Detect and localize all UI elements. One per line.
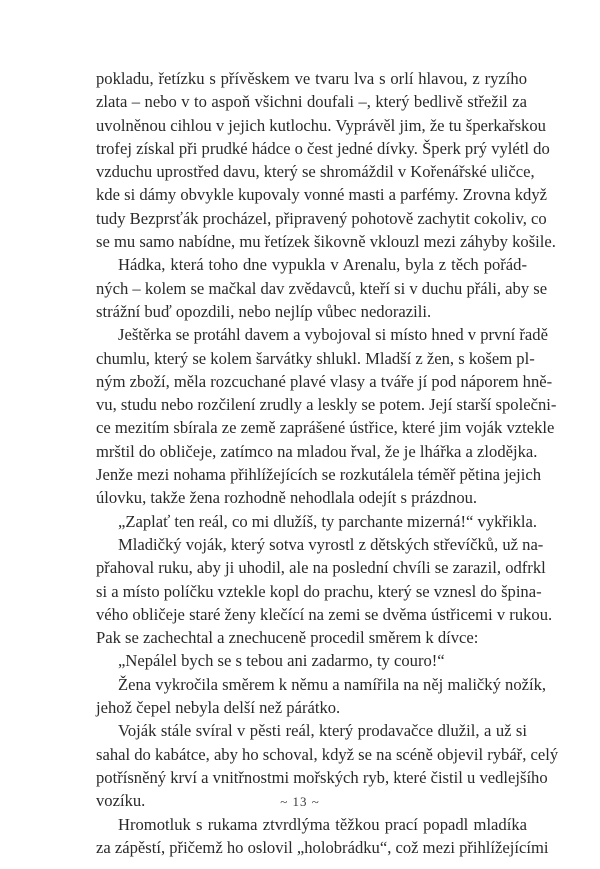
- text-line: Žena vykročila směrem k němu a namířila na něj maličký nožík,: [118, 674, 547, 694]
- text-line: Pak se zachechtal a znechuceně procedil směrem k dívce:: [96, 628, 479, 648]
- text-line: si a místo políčku vztekle kopl do prachu, který se vznesl do špina-: [96, 581, 542, 601]
- text-line: za zápěstí, přičemž ho oslovil „holobrádku“, což mezi přihlížejícími: [96, 837, 549, 857]
- text-line: uvolněnou cihlou v jejich kutlochu. Vyprávěl jim, že tu šperkařskou: [96, 115, 546, 135]
- text-line: „Nepálel bych se s tebou ani zadarmo, ty couro!“: [118, 651, 445, 671]
- text-line: Voják stále svíral v pěsti reál, který prodavačce dlužil, a už si: [118, 721, 527, 741]
- text-line: pokladu, řetízku s přívěskem ve tvaru lva s orlí hlavou, z ryzího: [96, 69, 527, 88]
- text-line: tudy Bezprsťák procházel, připravený pohotově zachytit cokoliv, co: [96, 208, 547, 228]
- text-line: Hromotluk s rukama ztvrdlýma těžkou prací popadl mladíka: [118, 814, 527, 834]
- text-line: kde si dámy obvykle kupovaly vonné masti a parfémy. Zrovna když: [96, 185, 547, 205]
- text-line: ných – kolem se mačkal dav zvědavců, kteří si v duchu přáli, aby se: [96, 278, 548, 298]
- page-number: ~ 13 ~: [280, 794, 320, 809]
- text-line: vozíku.: [96, 791, 146, 811]
- text-line: sahal do kabátce, aby ho schoval, když se na scéně objevil rybář, celý: [96, 744, 559, 764]
- text-line: Jenže mezi nohama přihlížejících se rozkutálela téměř pětina jejich: [96, 465, 542, 485]
- text-line: strážní buď opozdili, nebo nejlíp vůbec nedorazili.: [96, 301, 432, 321]
- text-line: ce mezitím sbírala ze země zaprášené ústřice, které jim voják vztekle: [96, 418, 555, 438]
- text-line: Mladičký voják, který sotva vyrostl z dětských střevíčků, už na-: [118, 534, 544, 554]
- text-line: Ještěrka se protáhl davem a vybojoval si místo hned v první řadě: [118, 325, 548, 345]
- text-line: se mu samo nabídne, mu řetízek šikovně vklouzl mezi záhyby košile.: [96, 232, 556, 252]
- text-line: vu, studu nebo rozčilení zrudly a leskly se potem. Její starší společni-: [96, 395, 557, 415]
- text-line: vzduchu uprostřed davu, který se shromáždil v Kořenářské uličce,: [96, 162, 535, 182]
- text-line: jehož čepel nebyla delší než párátko.: [96, 698, 341, 718]
- text-line: přahoval ruku, aby ji uhodil, ale na poslední chvíli se zarazil, odfrkl: [96, 558, 546, 578]
- text-line: vého obličeje staré ženy klečící na zemi se dvěma ústřicemi v rukou.: [96, 604, 553, 624]
- text-line: Hádka, která toho dne vypukla v Arenalu, byla z těch pořád-: [118, 255, 527, 275]
- text-line: úlovku, takže žena rozhodně nehodlala odejít s prázdnou.: [96, 488, 478, 508]
- text-line: „Zaplať ten reál, co mi dlužíš, ty parchante mizerná!“ vykřikla.: [118, 511, 537, 531]
- text-line: ným zboží, měla rozcuchané plavé vlasy a tváře jí pod náporem hně-: [96, 371, 553, 391]
- text-line: zlata – nebo v to aspoň všichni doufali –, který bedlivě střežil za: [96, 92, 527, 112]
- text-line: potřísněný krví a vnitřnostmi mořských ryb, které čistil u vedlejšího: [96, 767, 548, 787]
- body-text: [96, 67, 559, 859]
- text-line: mrštil do obličeje, zatímco na mladou řval, že je lhářka a zlodějka.: [96, 441, 538, 461]
- text-line: chumlu, který se kolem šarvátky shlukl. Mladší z žen, s košem pl-: [96, 348, 535, 368]
- text-line: trofej získal při prudké hádce o čest jedné dívky. Šperk prý vylétl do: [96, 138, 550, 158]
